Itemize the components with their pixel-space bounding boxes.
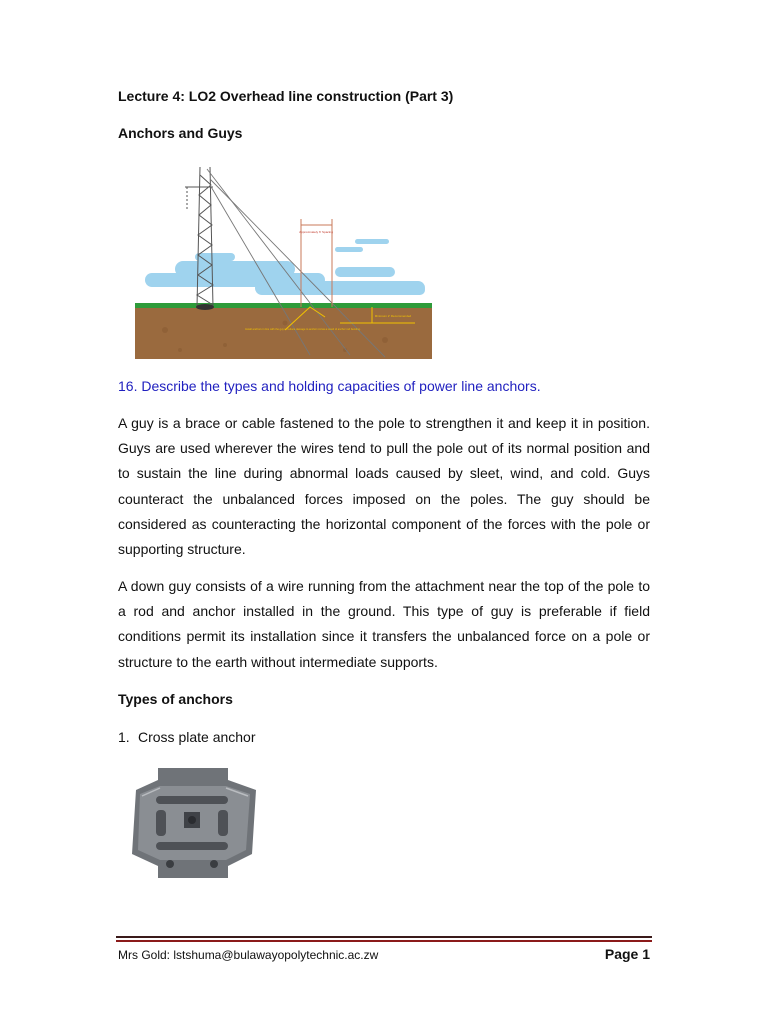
paragraph-down-guy: A down guy consists of a wire running from the attachment near the top of the pole to a rod and anchor installed in the ground. This type of guy is preferable if field conditions permit its installation since it transfers the unbalanced force on a pole or structure to the earth without intermediate supports.	[118, 578, 650, 670]
spacing-label: Approximately 6' Spacing	[299, 230, 333, 234]
minimum-label: Minimum 2' Recommended	[374, 314, 412, 318]
page-number: Page 1	[604, 946, 650, 962]
anchors-guys-diagram	[135, 155, 432, 359]
footer-divider-dark	[116, 936, 652, 938]
lecture-title: Lecture 4: LO2 Overhead line construction (Part 3)	[118, 88, 454, 104]
install-note: Install anchors in line with the guy to reduce damage to anchor rod as a result of anchor rod bending.	[245, 328, 361, 331]
footer-divider-red	[116, 940, 652, 942]
cross-plate-anchor-image	[118, 762, 268, 880]
question-16: 16. Describe the types and holding capacities of power line anchors.	[118, 378, 541, 394]
list-item-number: 1.	[118, 729, 130, 745]
section-title: Anchors and Guys	[118, 125, 243, 141]
grass-strip	[135, 303, 432, 308]
list-item	[118, 729, 256, 745]
paragraph-guy-definition: A guy is a brace or cable fastened to the pole to strengthen it and keep it in position. Guys are used wherever the wires tend to pull the pole out of its normal position and to sustain the line during abnormal loads caused by sleet, wind, and cold. Guys counteract the unbalanced forces imposed on the poles. The guy should be considered as counteracting the horizontal component of the forces with the pole or supporting structure.	[118, 415, 650, 558]
types-of-anchors-heading: Types of anchors	[118, 691, 233, 707]
list-item-text: Cross plate anchor	[138, 729, 256, 745]
footer-author: Mrs Gold: lstshuma@bulawayopolytechnic.ac.zw	[118, 948, 379, 962]
